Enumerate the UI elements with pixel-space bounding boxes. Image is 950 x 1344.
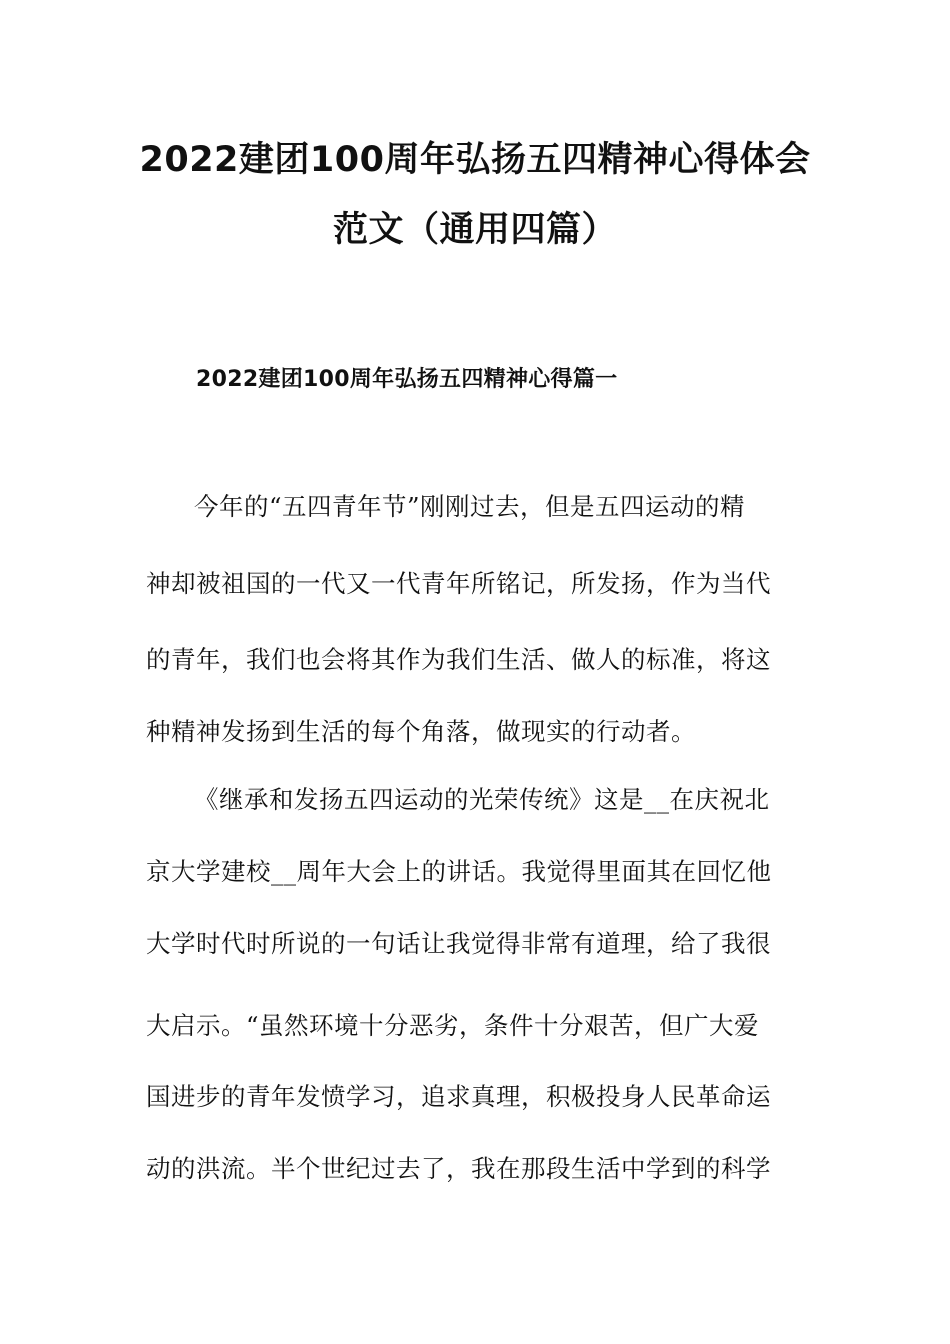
paragraph-2-line-2: 京大学建校__周年大会上的讲话。我觉得里面其在回忆他 <box>146 857 772 886</box>
document-title-line-1: 2022建团100周年弘扬五四精神心得体会 <box>139 140 811 180</box>
paragraph-2-line-6: 动的洪流。半个世纪过去了，我在那段生活中学到的科学 <box>146 1154 771 1183</box>
paragraph-1-line-4: 种精神发扬到生活的每个角落，做现实的行动者。 <box>146 717 696 746</box>
paragraph-1-line-2: 神却被祖国的一代又一代青年所铭记，所发扬，作为当代 <box>146 569 771 598</box>
paragraph-2-line-4: 大启示。“虽然环境十分恶劣，条件十分艰苦，但广大爱 <box>146 1011 760 1040</box>
paragraph-2-line-3: 大学时代时所说的一句话让我觉得非常有道理，给了我很 <box>146 929 771 958</box>
paragraph-1-line-1: 今年的“五四青年节”刚刚过去，但是五四运动的精 <box>194 492 746 521</box>
section-heading: 2022建团100周年弘扬五四精神心得篇一 <box>196 367 618 392</box>
paragraph-1-line-3: 的青年，我们也会将其作为我们生活、做人的标准，将这 <box>146 645 771 674</box>
paragraph-2-line-5: 国进步的青年发愤学习，追求真理，积极投身人民革命运 <box>146 1082 771 1111</box>
paragraph-2-line-1: 《继承和发扬五四运动的光荣传统》这是__在庆祝北 <box>194 785 770 814</box>
document-title-line-2: 范文（通用四篇） <box>332 210 617 250</box>
